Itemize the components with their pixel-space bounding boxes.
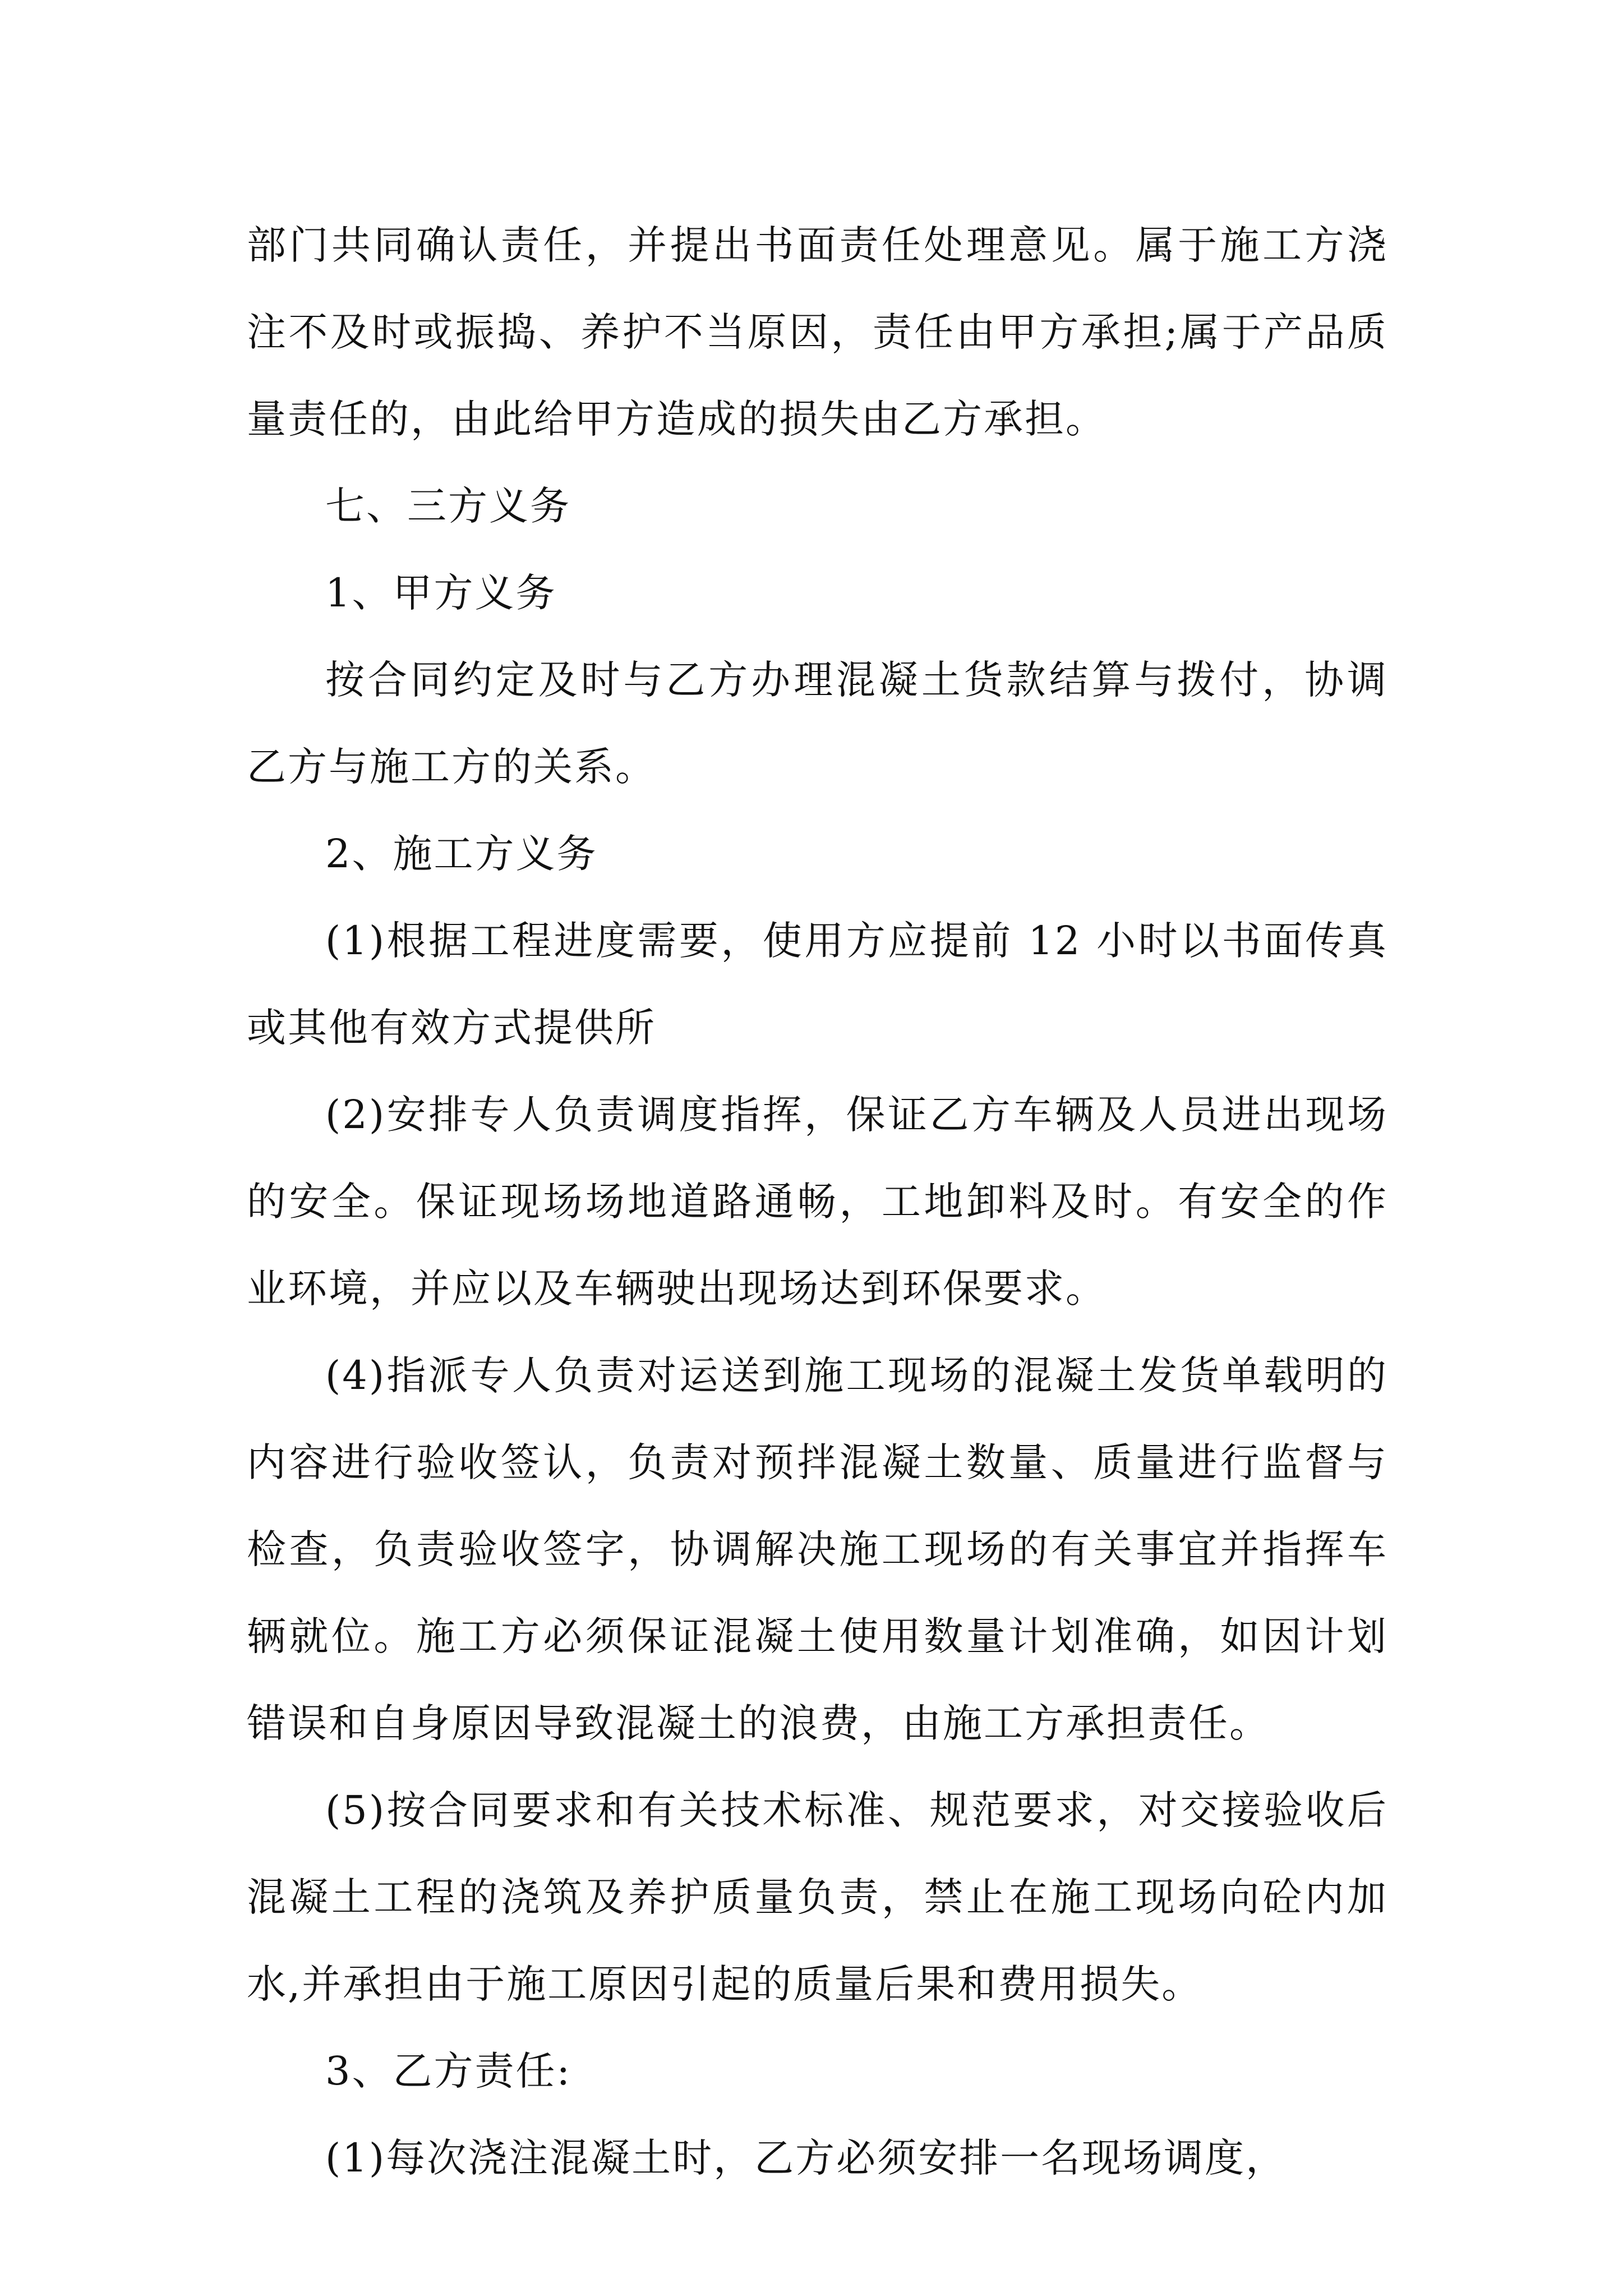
document-body (247, 202, 1388, 2202)
paragraph-contractor-item-5: (5)按合同要求和有关技术标准、规范要求，对交接验收后混凝土工程的浇筑及养护质量负责，禁止在施工现场向砼内加水,并承担由于施工原因引起的质量后果和费用损失。 (247, 1787, 1388, 2007)
subheading-party-a: 1、甲方义务 (325, 570, 557, 616)
paragraph-contractor-item-1: (1)根据工程进度需要，使用方应提前 12 小时以书面传真或其他有效方式提供所 (247, 918, 1388, 1051)
paragraph-party-a-obligation: 按合同约定及时与乙方办理混凝土货款结算与拨付，协调乙方与施工方的关系。 (247, 657, 1388, 790)
subheading-contractor: 2、施工方义务 (325, 831, 598, 877)
paragraph-contractor-item-4: (4)指派专人负责对运送到施工现场的混凝土发货单载明的内容进行验收签认，负责对预拌混凝土数量、质量进行监督与检查，负责验收签字，协调解决施工现场的有关事宜并指挥车辆就位。施工方必须保证混凝土使用数量计划准确，如因计划错误和自身原因导致混凝土的浪费，由施工方承担责任。 (247, 1352, 1388, 1746)
paragraph-party-b-item-1: (1)每次浇注混凝土时，乙方必须安排一名现场调度， (325, 2135, 1287, 2181)
paragraph-continuation: 部门共同确认责任，并提出书面责任处理意见。属于施工方浇注不及时或振捣、养护不当原因，责任由甲方承担;属于产品质量责任的，由此给甲方造成的损失由乙方承担。 (247, 222, 1388, 442)
section-heading-obligations: 七、三方义务 (325, 483, 571, 529)
paragraph-contractor-item-2: (2)安排专人负责调度指挥，保证乙方车辆及人员进出现场的安全。保证现场场地道路通畅，工地卸料及时。有安全的作业环境，并应以及车辆驶出现场达到环保要求。 (247, 1092, 1388, 1312)
subheading-party-b: 3、乙方责任: (325, 2048, 572, 2094)
